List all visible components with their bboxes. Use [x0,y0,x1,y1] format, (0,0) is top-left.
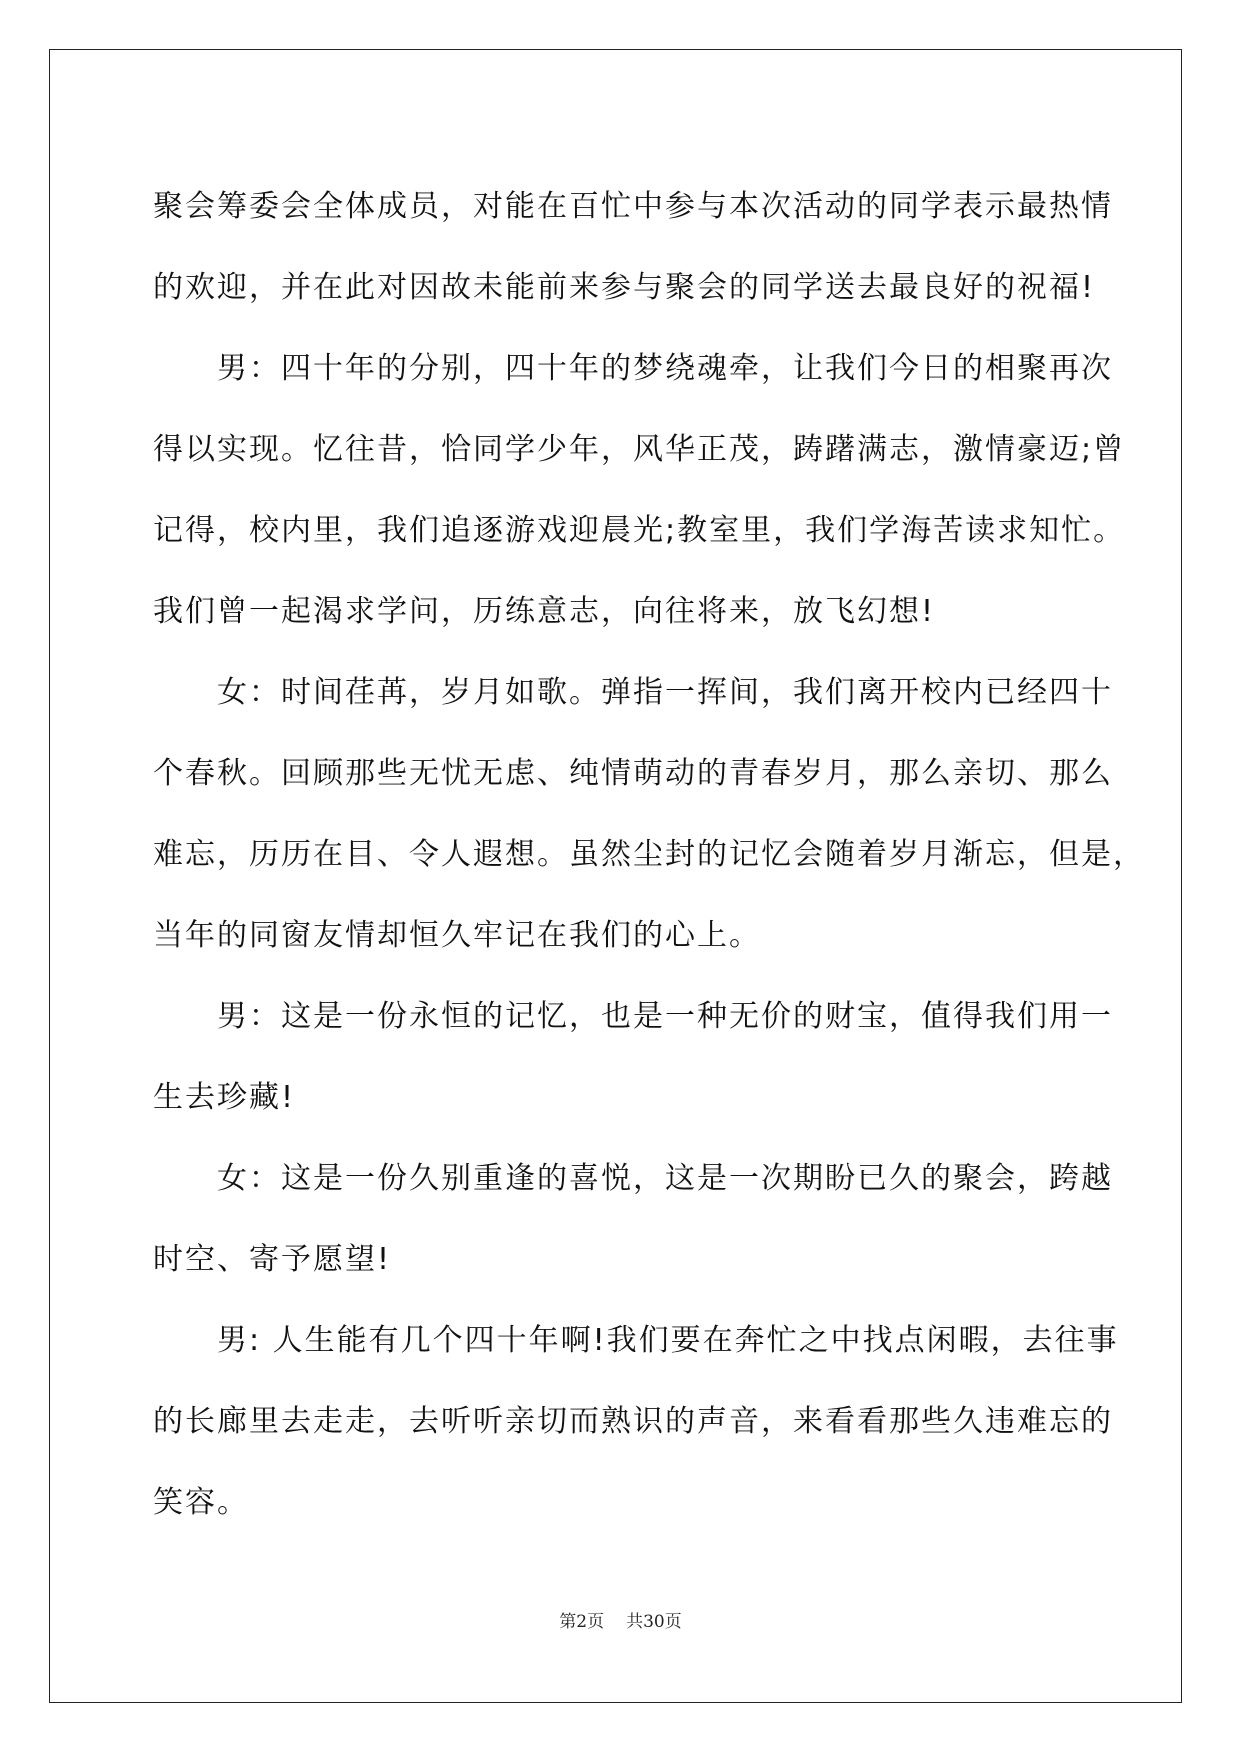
text-line: 我们曾一起渴求学问，历练意志，向往将来，放飞幻想! [153,594,936,629]
text-line: 女：这是一份久别重逢的喜悦，这是一次期盼已久的聚会，跨越 [217,1161,1113,1196]
document-body [153,166,1145,1543]
text-line: 生去珍藏! [153,1080,296,1115]
text-line: 的长廊里去走走，去听听亲切而熟识的声音，来看看那些久违难忘的 [153,1404,1113,1439]
text-line: 难忘，历历在目、令人遐想。虽然尘封的记忆会随着岁月渐忘，但是， [153,837,1145,872]
text-line: 男：这是一份永恒的记忆，也是一种无价的财宝，值得我们用一 [217,999,1113,1034]
text-line: 的欢迎，并在此对因故未能前来参与聚会的同学送去最良好的祝福! [153,270,1096,305]
text-line: 男：四十年的分别，四十年的梦绕魂牵，让我们今日的相聚再次 [217,351,1113,386]
text-line: 笑容。 [153,1485,249,1520]
text-line: 个春秋。回顾那些无忧无虑、纯情萌动的青春岁月，那么亲切、那么 [153,756,1113,791]
text-line: 女：时间荏苒，岁月如歌。弹指一挥间，我们离开校内已经四十 [217,675,1113,710]
page-footer [0,1607,1241,1632]
text-line: 记得，校内里，我们追逐游戏迎晨光;教室里，我们学海苦读求知忙。 [153,513,1126,548]
page-number: 第2页 [559,1612,605,1632]
text-line: 当年的同窗友情却恒久牢记在我们的心上。 [153,918,761,953]
text-line: 聚会筹委会全体成员，对能在百忙中参与本次活动的同学表示最热情 [153,189,1113,224]
text-line: 得以实现。忆往昔，恰同学少年，风华正茂，踌躇满志，激情豪迈;曾 [153,432,1126,467]
text-line: 时空、寄予愿望! [153,1242,392,1277]
text-line: 男: 人生能有几个四十年啊!我们要在奔忙之中找点闲暇，去往事 [217,1323,1119,1358]
page-total: 共30页 [626,1612,682,1632]
